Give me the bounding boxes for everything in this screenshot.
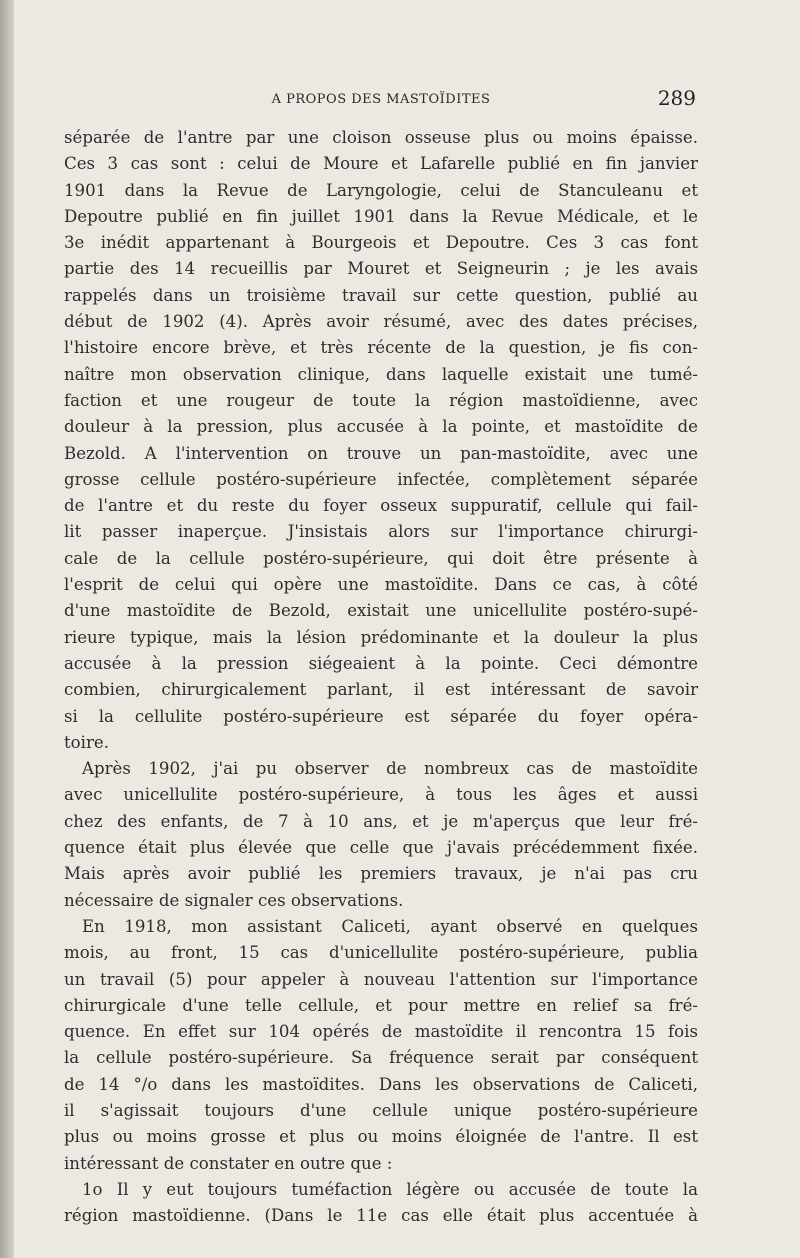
text-line: si la cellulite postéro-supérieure est séparée du foyer opéra- (64, 706, 698, 726)
text-line: Mais après avoir publié les premiers travaux, je n'ai pas cru (64, 864, 698, 884)
page-number: 289 (657, 86, 696, 110)
text-line: Depoutre publié en fin juillet 1901 dans la Revue Médicale, et le (64, 206, 698, 226)
text-line: Ces 3 cas sont : celui de Moure et Lafarelle publié en fin janvier (64, 154, 698, 174)
text-line: d'une mastoïdite de Bezold, existait une unicellulite postéro-supé- (64, 601, 698, 621)
text-line: toire. (64, 732, 109, 752)
text-line: rieure typique, mais la lésion prédominante et la douleur la plus (64, 627, 698, 647)
text-line: En 1918, mon assistant Caliceti, ayant observé en quelques (82, 916, 698, 936)
text-line: accusée à la pression siégeaient à la pointe. Ceci démontre (64, 653, 698, 673)
text-line: chirurgicale d'une telle cellule, et pour mettre en relief sa fré- (64, 995, 698, 1015)
text-line: intéressant de constater en outre que : (64, 1153, 393, 1173)
text-line: partie des 14 recueillis par Mouret et Seigneurin ; je les avais (64, 259, 698, 279)
text-line: de 14 °/o dans les mastoïdites. Dans les observations de Caliceti, (64, 1074, 698, 1094)
text-line: chez des enfants, de 7 à 10 ans, et je m'aperçus que leur fré- (64, 811, 698, 831)
text-line: de l'antre et du reste du foyer osseux suppuratif, cellule qui fail- (64, 496, 698, 516)
text-line: l'histoire encore brève, et très récente de la question, je fis con- (64, 338, 698, 358)
text-line: quence. En effet sur 104 opérés de mastoïdite il rencontra 15 fois (64, 1022, 698, 1042)
text-line: Après 1902, j'ai pu observer de nombreux cas de mastoïdite (82, 759, 698, 779)
text-line: 3e inédit appartenant à Bourgeois et Depoutre. Ces 3 cas font (64, 233, 698, 253)
text-line: début de 1902 (4). Après avoir résumé, avec des dates précises, (64, 312, 698, 332)
text-line: douleur à la pression, plus accusée à la pointe, et mastoïdite de (64, 417, 698, 437)
text-line: la cellule postéro-supérieure. Sa fréquence serait par conséquent (64, 1048, 698, 1068)
text-line: un travail (5) pour appeler à nouveau l'attention sur l'importance (64, 969, 698, 989)
page-header (66, 86, 696, 116)
running-title: A PROPOS DES MASTOÏDITES (271, 92, 491, 107)
text-line: l'esprit de celui qui opère une mastoïdite. Dans ce cas, à côté (64, 575, 698, 595)
text-line: quence était plus élevée que celle que j'avais précédemment fixée. (64, 838, 698, 858)
text-line: rappelés dans un troisième travail sur cette question, publié au (64, 285, 698, 305)
text-line: plus ou moins grosse et plus ou moins éloignée de l'antre. Il est (64, 1127, 698, 1147)
text-line: faction et une rougeur de toute la région mastoïdienne, avec (64, 390, 698, 410)
text-line: mois, au front, 15 cas d'unicellulite postéro-supérieure, publia (64, 943, 698, 963)
text-line: séparée de l'antre par une cloison osseuse plus ou moins épaisse. (64, 128, 698, 147)
text-line: région mastoïdienne. (Dans le 11e cas elle était plus accentuée à (64, 1206, 698, 1226)
text-line: cale de la cellule postéro-supérieure, qui doit être présente à (64, 548, 698, 568)
text-line: Bezold. A l'intervention on trouve un pan-mastoïdite, avec une (64, 443, 698, 463)
book-spine-shadow (0, 0, 14, 1258)
text-line: 1o Il y eut toujours tuméfaction légère ou accusée de toute la (82, 1179, 698, 1199)
text-line: grosse cellule postéro-supérieure infectée, complètement séparée (64, 469, 698, 489)
text-line: 1901 dans la Revue de Laryngologie, celui de Stanculeanu et (64, 180, 698, 200)
text-line: lit passer inaperçue. J'insistais alors sur l'importance chirurgi- (64, 522, 698, 542)
text-line: avec unicellulite postéro-supérieure, à tous les âges et aussi (64, 785, 698, 805)
text-line: nécessaire de signaler ces observations. (64, 890, 404, 910)
text-line: combien, chirurgicalement parlant, il est intéressant de savoir (64, 680, 698, 700)
text-line: naître mon observation clinique, dans laquelle existait une tumé- (64, 364, 698, 384)
body-text (64, 125, 698, 1229)
text-line: il s'agissait toujours d'une cellule unique postéro-supérieure (64, 1100, 698, 1120)
